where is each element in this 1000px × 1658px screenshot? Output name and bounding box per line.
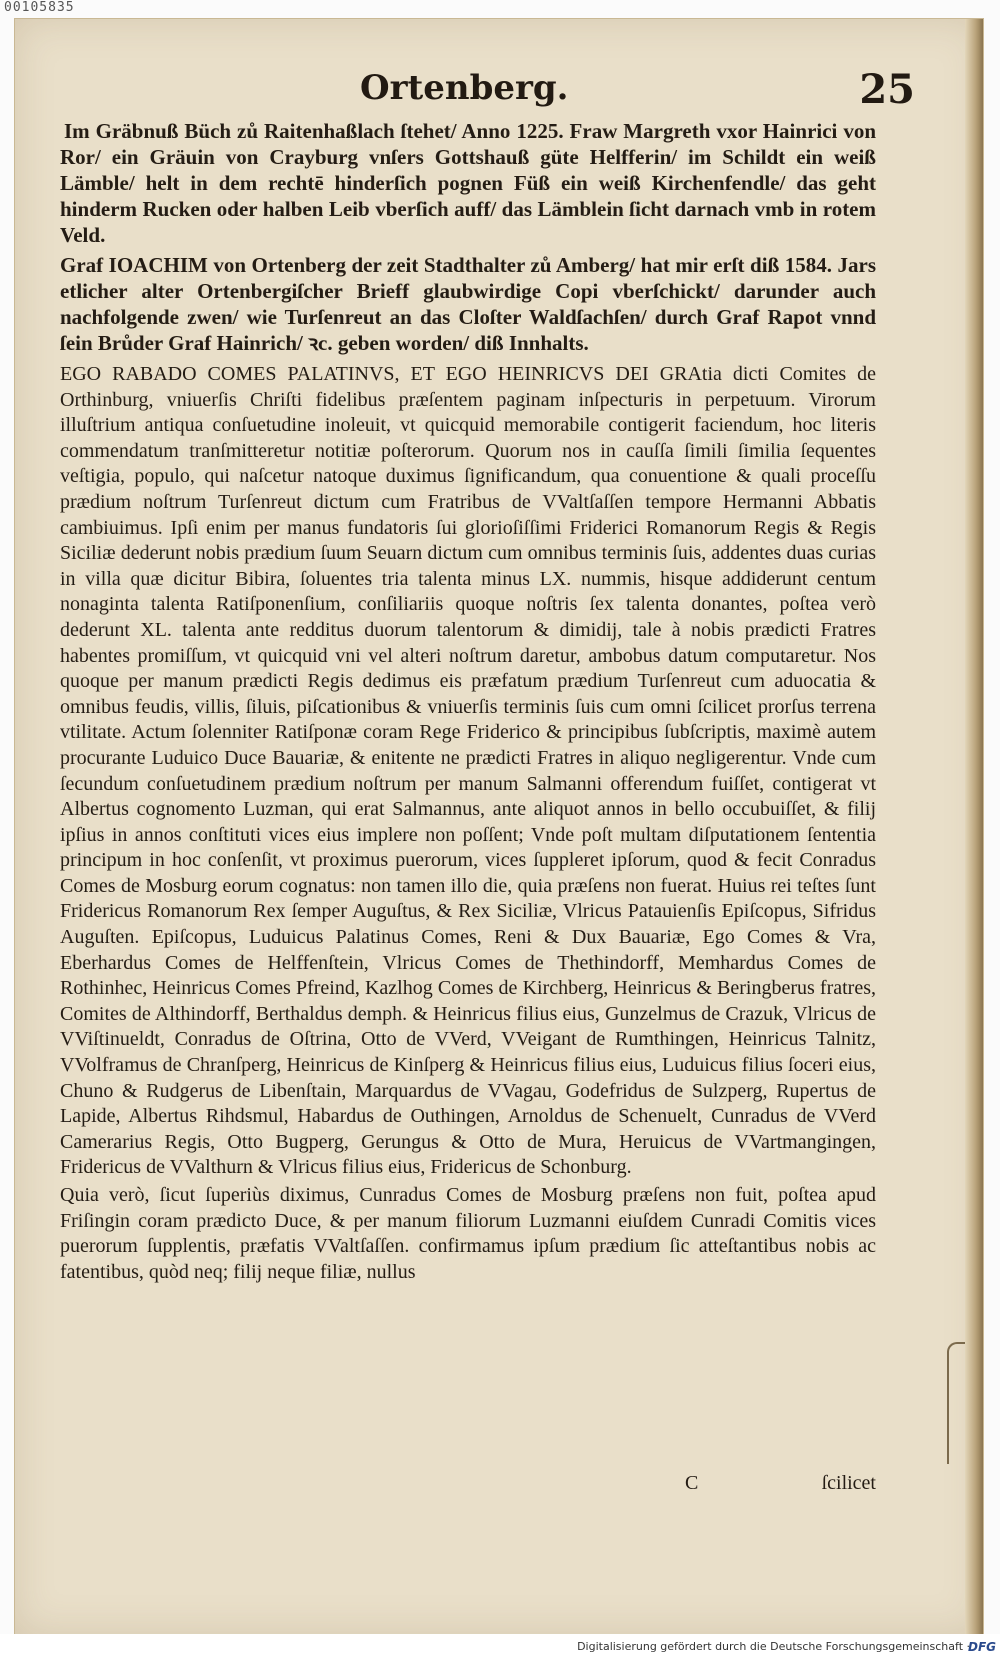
- german-paragraph-2: Graf IOACHIM von Ortenberg der zeit Stadthalter zů Amberg/ hat mir erſt diß 1584. Jars etlicher alter Ortenbergiſcher Brieff glaubwirdige Copi vberſchickt/ darunder auch nachfolgende zwen/ wie Turſenreut an das Cloſter Waldſachſen/ durch Graf Rapot vnnd ſein Brůder Graf Hainrich/ ꝛc. geben worden/ diß Innhalts.: [60, 253, 876, 355]
- dfg-logo-icon: DFG: [967, 1640, 996, 1654]
- catchword: ſcilicet: [821, 1472, 876, 1494]
- running-head-title: Ortenberg.: [360, 68, 569, 108]
- funding-notice: Digitalisierung gefördert durch die Deutsche Forschungsgemeinschaft ·: [577, 1640, 970, 1653]
- latin-confirmation-paragraph: Quia verò, ſicut ſuperiùs diximus, Cunradus Comes de Mosburg præſens non fuit, poſtea apud Friſingin coram prædicto Duce, & per manum filiorum Luzmanni eiuſdem Cunradi Comitis vices puerorum ſupplentis, præfatis VValtſaſſen. confirmamus ipſum prædium ſic atteſtantibus nobis ac fatentibus, quòd neq; filij neque filiæ, nullus: [60, 1184, 876, 1283]
- page-corner-mark: [947, 1342, 965, 1464]
- shelf-mark: 00105835: [4, 0, 75, 15]
- signature-mark: C: [685, 1472, 699, 1494]
- german-paragraph-1: Im Gräbnuß Büch zů Raitenhaßlach ſtehet/ Anno 1225. Fraw Margreth vxor Hainrici von Ror/ ein Gräuin von Crayburg vnſers Gottshauß güte Helfferin/ im Schildt ein weiß Lämble/ helt in dem rechtē hinderſich pognen Füß ein weiß Kirchenfendle/ das geht hinderm Rucken oder halben Leib vberſich auff/ das Lämblein ſicht darnach vmb in rotem Veld.: [60, 119, 876, 247]
- page-edge: [965, 19, 983, 1634]
- catchword-line: [60, 1472, 876, 1498]
- page-number: 25: [859, 66, 915, 113]
- digitization-footer: [0, 1634, 1000, 1658]
- main-text-block: [60, 118, 876, 1285]
- latin-charter-paragraph: EGO RABADO COMES PALATINVS, ET EGO HEINRICVS DEI GRAtia dicti Comites de Orthinburg, vniuerſis Chriſti fidelibus præſentem paginam inſpecturis in perpetuum. Virorum illuſtrium antiqua conſuetudine inoleuit, vt quicquid memorabile contigerit faciendum, hoc literis commendatum tranſmitteretur notitiæ poſterorum. Quorum nos in cauſſa ſimili ſimilia ſequentes veſtigia, populo, qui naſcetur natoque duximus ſignificandum, qua conuentione & quali proceſſu prædium noſtrum Turſenreut dictum cum Fratribus de VValtſaſſen tempore Hermanni Abbatis cambiuimus. Ipſi enim per manus fundatoris ſui glorioſiſſimi Friderici Romanorum Regis & Regis Siciliæ dederunt nobis prædium ſuum Seuarn dictum cum omnibus terminis ſuis, addentes duas curias in villa quæ dicitur Bibira, ſoluentes tria talenta minus LX. nummis, hisque addiderunt centum nonaginta talenta Ratiſponenſium, conſiliariis quoque noſtris ſex talenta donantes, poſtea verò dederunt XL. talenta ante redditus duorum talentorum & dimidij, tale à nobis prædicti Fratres habentes promiſſum, vt quicquid vni vel alteri noſtrum daretur, ambobus datum computaretur. Nos quoque per manum prædicti Regis dedimus eis præfatum prædium Turſenreut cum aduocatia & omnibus feudis, villis, ſiluis, piſcationibus & vniuerſis terminis ſuis cum omni ſcilicet prorſus terrena vtilitate. Actum ſolenniter Ratiſponæ coram Rege Friderico & principibus ſubſcriptis, maximè autem procurante Luduico Duce Bauariæ, & enitente ne prædicti Fratres in aliquo negligerentur. Vnde cum ſecundum conſuetudinem prædium noſtrum per manum Salmanni offerendum fuiſſet, contigerat vt Albertus cognomento Luzman, qui erat Salmannus, ante aliquot annos in bello occubuiſſet, & filij ipſius in annos conſtituti vices eius implere non poſſent; Vnde poſt multam diſputationem ſententia principum in hoc conſenſit, vt proximus puerorum, vices ſuppleret ipſorum, quod & fecit Conradus Comes de Mosburg eorum cognatus: non tamen illo die, quia præſens non fuerat. Huius rei teſtes ſunt Fridericus Romanorum Rex ſemper Auguſtus, & Rex Siciliæ, Vlricus Patauienſis Epiſcopus, Sifridus Auguſten. Epiſcopus, Luduicus Palatinus Comes, Reni & Dux Bauariæ, Ego Comes & Vra, Eberhardus Comes de Helffenſtein, Vlricus Comes de Thethindorff, Memhardus Comes de Rothinhec, Heinricus Comes Pfreind, Kazlhog Comes de Kirchberg, Heinricus & Beringberus fratres, Comites de Althindorff, Berthaldus demph. & Heinricus filius eius, Gunzelmus de Crazuk, Vlricus de VViſtinueldt, Conradus de Oſtrina, Otto de VVerd, VVeigant de Rumthingen, Heinricus Talnitz, VVolframus de Chranſperg, Heinricus de Kinſperg & Heinricus filius eius, Luduicus filius ſoceri eius, Chuno & Rudgerus de Libenſtain, Marquardus de VVagau, Godefridus de Sulzperg, Rupertus de Lapide, Albertus Rihdsmul, Habardus de Outhingen, Arnoldus de Schenuelt, Cunradus de VVerd Camerarius Regis, Otto Bugperg, Gerungus & Otto de Mura, Heruicus de VVartmangingen, Fridericus de VValthurn & Vlricus filius eius, Fridericus de Schonburg.: [60, 363, 876, 1179]
